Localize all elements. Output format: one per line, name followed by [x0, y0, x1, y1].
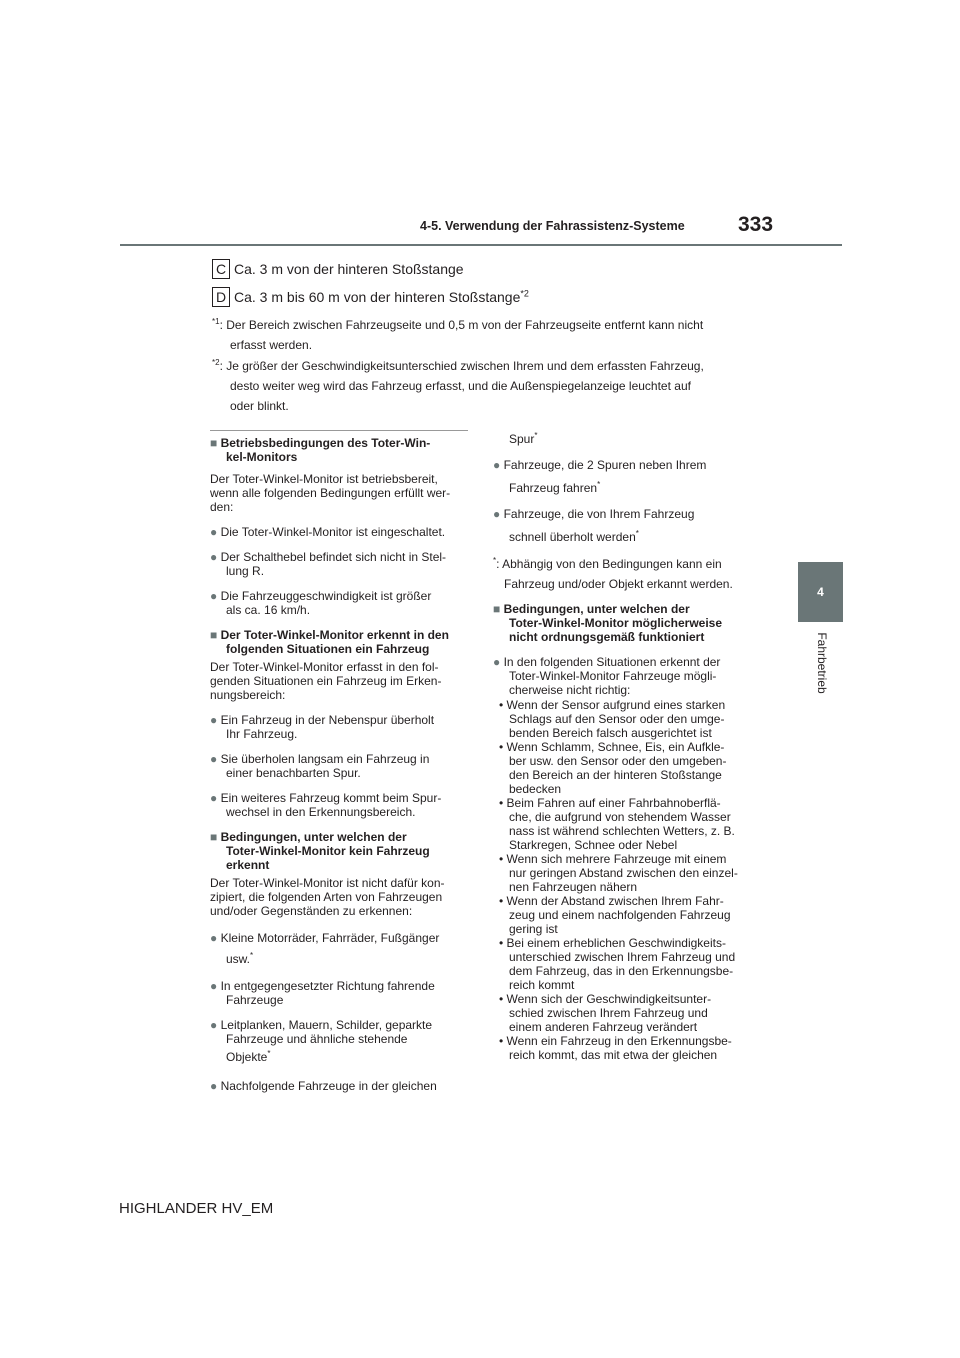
bullet-icon: ● — [210, 931, 218, 945]
heading-not-detected: ■ Bedingungen, unter welchen der Toter-Winkel-Monitor kein Fahrzeug erkennt — [210, 830, 430, 872]
bullet-icon: ● — [493, 507, 501, 521]
bullet-icon: ● — [210, 525, 218, 539]
chapter-tab: 4 — [798, 562, 843, 622]
heading-may-not-function: ■ Bedingungen, unter welchen der Toter-Winkel-Monitor möglicherweise nicht ordnungsgemäß funktioniert — [493, 602, 723, 644]
list-item: ● Kleine Motorräder, Fahrräder, Fußgänger usw.* — [210, 931, 440, 966]
list-item: ● Der Schalthebel befindet sich nicht in Stel- lung R. — [210, 550, 447, 578]
sub-list — [493, 698, 758, 1062]
header-rule — [120, 244, 842, 246]
footnote-1 — [212, 312, 772, 355]
bullet-icon: ● — [210, 589, 218, 603]
continued-text: Spur* — [509, 431, 538, 446]
list-item: ● Die Fahrzeuggeschwindigkeit ist größer als ca. 16 km/h. — [210, 589, 432, 617]
bullet-icon: ● — [493, 655, 501, 669]
bullet-icon: ● — [493, 458, 501, 472]
bullet-icon: ● — [210, 979, 218, 993]
label-d-line — [212, 287, 529, 307]
footnote-note: *: Abhängig von den Bedingungen kann ein Fahrzeug und/oder Objekt erkannt werden. — [493, 556, 733, 591]
paragraph: Der Toter-Winkel-Monitor ist nicht dafür kon- zipiert, die folgenden Arten von Fahrzeugen und/oder Gegenständen zu erkennen: — [210, 876, 445, 918]
sub-list-item: • Bei einem erheblichen Geschwindigkeits- unterschied zwischen Ihrem Fahrzeug und dem Fahrzeug, das in den Erkennungsbe- reich kommt — [499, 936, 736, 992]
square-icon: ■ — [493, 602, 501, 616]
label-d-box: D — [212, 287, 230, 307]
sub-list-item: • Beim Fahren auf einer Fahrbahnoberflä- che, die aufgrund von stehendem Wasser nass ist während schlechten Wetters, z. B. Starkregen, Schnee oder Nebel — [499, 796, 735, 852]
footnote-2-cont2: oder blinkt. — [230, 399, 289, 413]
footnote-1-text: : Der Bereich zwischen Fahrzeugseite und 0,5 m von der Fahrzeugseite entfernt kann nicht — [219, 318, 704, 332]
label-d-text: Ca. 3 m bis 60 m von der hinteren Stoßstange — [234, 289, 521, 305]
bullet-icon: ● — [210, 713, 218, 727]
square-icon: ■ — [210, 830, 218, 844]
footnote-1-cont: erfasst werden. — [230, 338, 313, 352]
sub-list-item: • Wenn sich der Geschwindigkeitsunter- schied zwischen Ihrem Fahrzeug und einem anderen Fahrzeug verändert — [499, 992, 712, 1034]
square-icon: ■ — [210, 436, 218, 450]
list-item: ● Ein weiteres Fahrzeug kommt beim Spur- wechsel in den Erkennungsbereich. — [210, 791, 442, 819]
sub-list-item: • Wenn ein Fahrzeug in den Erkennungsbe- reich kommt, das mit etwa der gleichen — [499, 1034, 732, 1062]
sub-list-item: • Wenn sich mehrere Fahrzeuge mit einem nur geringen Abstand zwischen den einzel- nen Fahrzeugen nähern — [499, 852, 738, 894]
list-item: ● In entgegengesetzter Richtung fahrende Fahrzeuge — [210, 979, 435, 1007]
section-title: 4-5. Verwendung der Fahrassistenz-Systeme — [420, 219, 685, 233]
list-item: ● Sie überholen langsam ein Fahrzeug in einer benachbarten Spur. — [210, 752, 430, 780]
list-item: ● Nachfolgende Fahrzeuge in der gleichen — [210, 1079, 437, 1093]
label-c-text: Ca. 3 m von der hinteren Stoßstange — [234, 261, 464, 277]
footnote-2-cont: desto weiter weg wird das Fahrzeug erfasst, und die Außenspiegelanzeige leuchtet auf — [230, 379, 691, 393]
bullet-icon: ● — [210, 550, 218, 564]
heading-detects-vehicle: ■ Der Toter-Winkel-Monitor erkennt in den folgenden Situationen ein Fahrzeug — [210, 628, 449, 656]
right-column — [493, 426, 758, 1062]
footnote-1-mark: *1 — [212, 317, 220, 326]
paragraph: Der Toter-Winkel-Monitor ist betriebsbereit, wenn alle folgenden Bedingungen erfüllt wer- den: — [210, 472, 451, 514]
footnote-2-text: : Je größer der Geschwindigkeitsunterschied zwischen Ihrem und dem erfassten Fahrzeug, — [219, 359, 704, 373]
label-d-sup: *2 — [520, 288, 529, 299]
list-item: ● Fahrzeuge, die 2 Spuren neben Ihrem Fahrzeug fahren* — [493, 458, 707, 495]
label-c-line — [212, 259, 464, 279]
footnote-2 — [212, 353, 772, 416]
footnote-2-mark: *2 — [212, 358, 220, 367]
bullet-icon: ● — [210, 791, 218, 805]
sub-list-item: • Wenn der Abstand zwischen Ihrem Fahr- zeug und einem nachfolgenden Fahrzeug gering ist — [499, 894, 731, 936]
list-item: ● In den folgenden Situationen erkennt der Toter-Winkel-Monitor Fahrzeuge mögli- cherweise nicht richtig: — [493, 655, 721, 697]
list-item: ● Die Toter-Winkel-Monitor ist eingeschaltet. — [210, 525, 446, 539]
sub-list-item: • Wenn der Sensor aufgrund eines starken Schlags auf den Sensor oder den umge- benden Bereich falsch ausgerichtet ist — [499, 698, 726, 740]
bullet-icon: ● — [210, 752, 218, 766]
page-number: 333 — [738, 213, 774, 236]
list-item: ● Ein Fahrzeug in der Nebenspur überholt Ihr Fahrzeug. — [210, 713, 435, 741]
list-item: ● Leitplanken, Mauern, Schilder, geparkte Fahrzeuge und ähnliche stehende Objekte* — [210, 1018, 433, 1064]
column-rule — [210, 430, 468, 431]
left-column — [210, 436, 472, 1093]
bullet-icon: ● — [210, 1079, 218, 1093]
paragraph: Der Toter-Winkel-Monitor erfasst in den fol- genden Situationen ein Fahrzeug im Erken- nungsbereich: — [210, 660, 442, 702]
chapter-label: Fahrbetrieb — [815, 632, 829, 694]
label-c-box: C — [212, 259, 230, 279]
square-icon: ■ — [210, 628, 218, 642]
heading-operating-conditions: ■ Betriebsbedingungen des Toter-Win- kel-Monitors — [210, 436, 431, 464]
list-item: ● Fahrzeuge, die von Ihrem Fahrzeug schnell überholt werden* — [493, 507, 695, 544]
footer-model: HIGHLANDER HV_EM — [119, 1200, 274, 1217]
sub-list-item: • Wenn Schlamm, Schnee, Eis, ein Aufkle- ber usw. den Sensor oder den umgeben- den Bereich an der hinteren Stoßstange bedecken — [499, 740, 727, 796]
bullet-icon: ● — [210, 1018, 218, 1032]
